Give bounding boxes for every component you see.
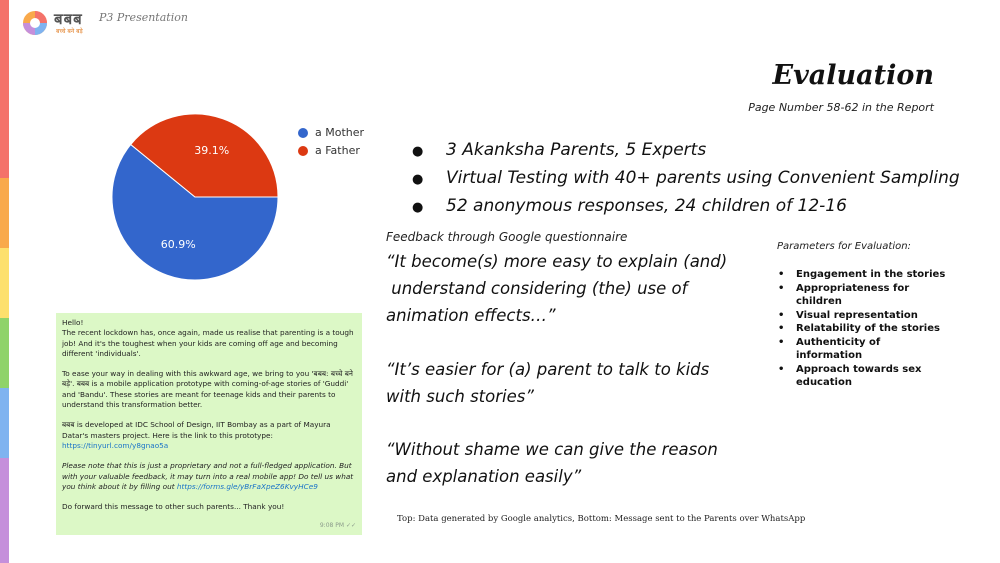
feedback-label: Feedback through Google questionnaire [386,230,628,244]
param-text: Authenticity of information [796,336,881,361]
rainbow-band-purple [0,458,9,563]
chart-legend [298,126,364,162]
message-paragraph [62,461,356,492]
rainbow-band-green [0,318,9,388]
legend-label-mother: a Mother [315,126,365,139]
legend-swatch-mother [298,128,308,138]
quote-line: and explanation easily” [386,467,582,486]
bullet-text: 3 Akanksha Parents, 5 Experts [446,140,707,160]
param-item: • Visual representation [778,309,918,321]
bullet-item: ● Virtual Testing with 40+ parents using Convenient Sampling [412,168,960,188]
legend-swatch-father [298,146,308,156]
pie-slice-label: 39.1% [194,144,230,158]
pie-chart [100,100,290,290]
params-list [777,268,946,390]
key-points [412,137,960,221]
message-timestamp: 9:08 PM ✓✓ [319,521,356,529]
message-paragraph [62,420,356,451]
slide-caption: Top: Data generated by Google analytics, Bottom: Message sent to the Parents over WhatsApp [397,514,806,524]
page-subtitle: Page Number 58-62 in the Report [748,101,934,114]
message-paragraph: Do forward this message to other such parents... Thank you! [62,502,285,512]
quote-line: “It’s easier for (a) parent to talk to kids [386,360,710,379]
param-item: • Approach towards sex education [778,363,922,388]
param-item: • Engagement in the stories [778,269,946,280]
quote-line: understand considering (the) use of [386,279,688,298]
pie-slice-label: 60.9% [160,237,196,251]
feedback-form-link[interactable]: https://forms.gle/yBrFaXpeZ6KvyHCe9 [176,481,318,491]
message-paragraph: To ease your way in dealing with this awkward age, we bring to you 'बबब: बच्चे बने बड़े'. बबब is a mobile application prototype with coming-of-age stories of 'Guddi' and 'Bandu'. These stories are meant for teenage kids and their parents to understand this transformation better. [62,369,353,410]
prototype-link[interactable]: https://tinyurl.com/y8gnao5a [62,440,169,450]
param-text: Appropriateness for children [796,282,910,307]
params-title: Parameters for Evaluation: [777,241,911,252]
quote-1 [386,248,727,329]
message-text: Please note that this is just a proprietary and not a full-fledged application. But with your valuable feedback, it may turn into a real mobile app! Do tell us what you think about it by filling out [62,461,354,491]
param-text: Visual representation [796,309,918,321]
rainbow-strip [0,0,9,563]
legend-item-mother [298,126,364,139]
bullet-text: Virtual Testing with 40+ parents using Convenient Sampling [446,168,960,188]
rainbow-band-yellow [0,248,9,318]
rainbow-band-red [0,0,9,178]
param-text: Approach towards sex education [796,363,922,388]
quote-line: “It become(s) more easy to explain (and) [386,252,728,271]
brand-name: बबब [54,10,83,28]
whatsapp-message [56,313,362,535]
message-paragraph: The recent lockdown has, once again, made us realise that parenting is a tough job! And it's the toughest when your kids are coming off age and becoming different 'individuals'. [62,328,354,358]
quote-line: “Without shame we can give the reason [386,440,718,459]
quote-2 [386,356,709,410]
param-item: • Authenticity of information [778,336,881,361]
quote-line: with such stories” [386,387,534,406]
bullet-item: ● 52 anonymous responses, 24 children of 12-16 [412,196,847,216]
bullet-item: ● 3 Akanksha Parents, 5 Experts [412,140,707,160]
rainbow-band-orange [0,178,9,248]
brand-tagline: बच्चे बने बड़े [56,28,83,35]
message-text: बबब is developed at IDC School of Design, IIT Bombay as a part of Mayura Datar's masters project. Here is the link to this prototype: [62,420,331,440]
rainbow-band-blue [0,388,9,458]
param-item: • Appropriateness for children [778,282,910,307]
page-title: Evaluation [772,60,934,91]
bullet-text: 52 anonymous responses, 24 children of 12-16 [446,196,847,216]
param-text: Relatability of the stories [796,323,940,334]
quote-line: animation effects…” [386,306,556,325]
logo-icon [22,10,48,36]
message-greeting: Hello! [62,318,84,327]
presentation-label: P3 Presentation [99,11,188,24]
param-text: Engagement in the stories [796,269,946,280]
param-item: • Relatability of the stories [778,323,940,334]
legend-label-father: a Father [315,144,360,157]
quote-3 [386,436,718,490]
legend-item-father [298,144,364,157]
